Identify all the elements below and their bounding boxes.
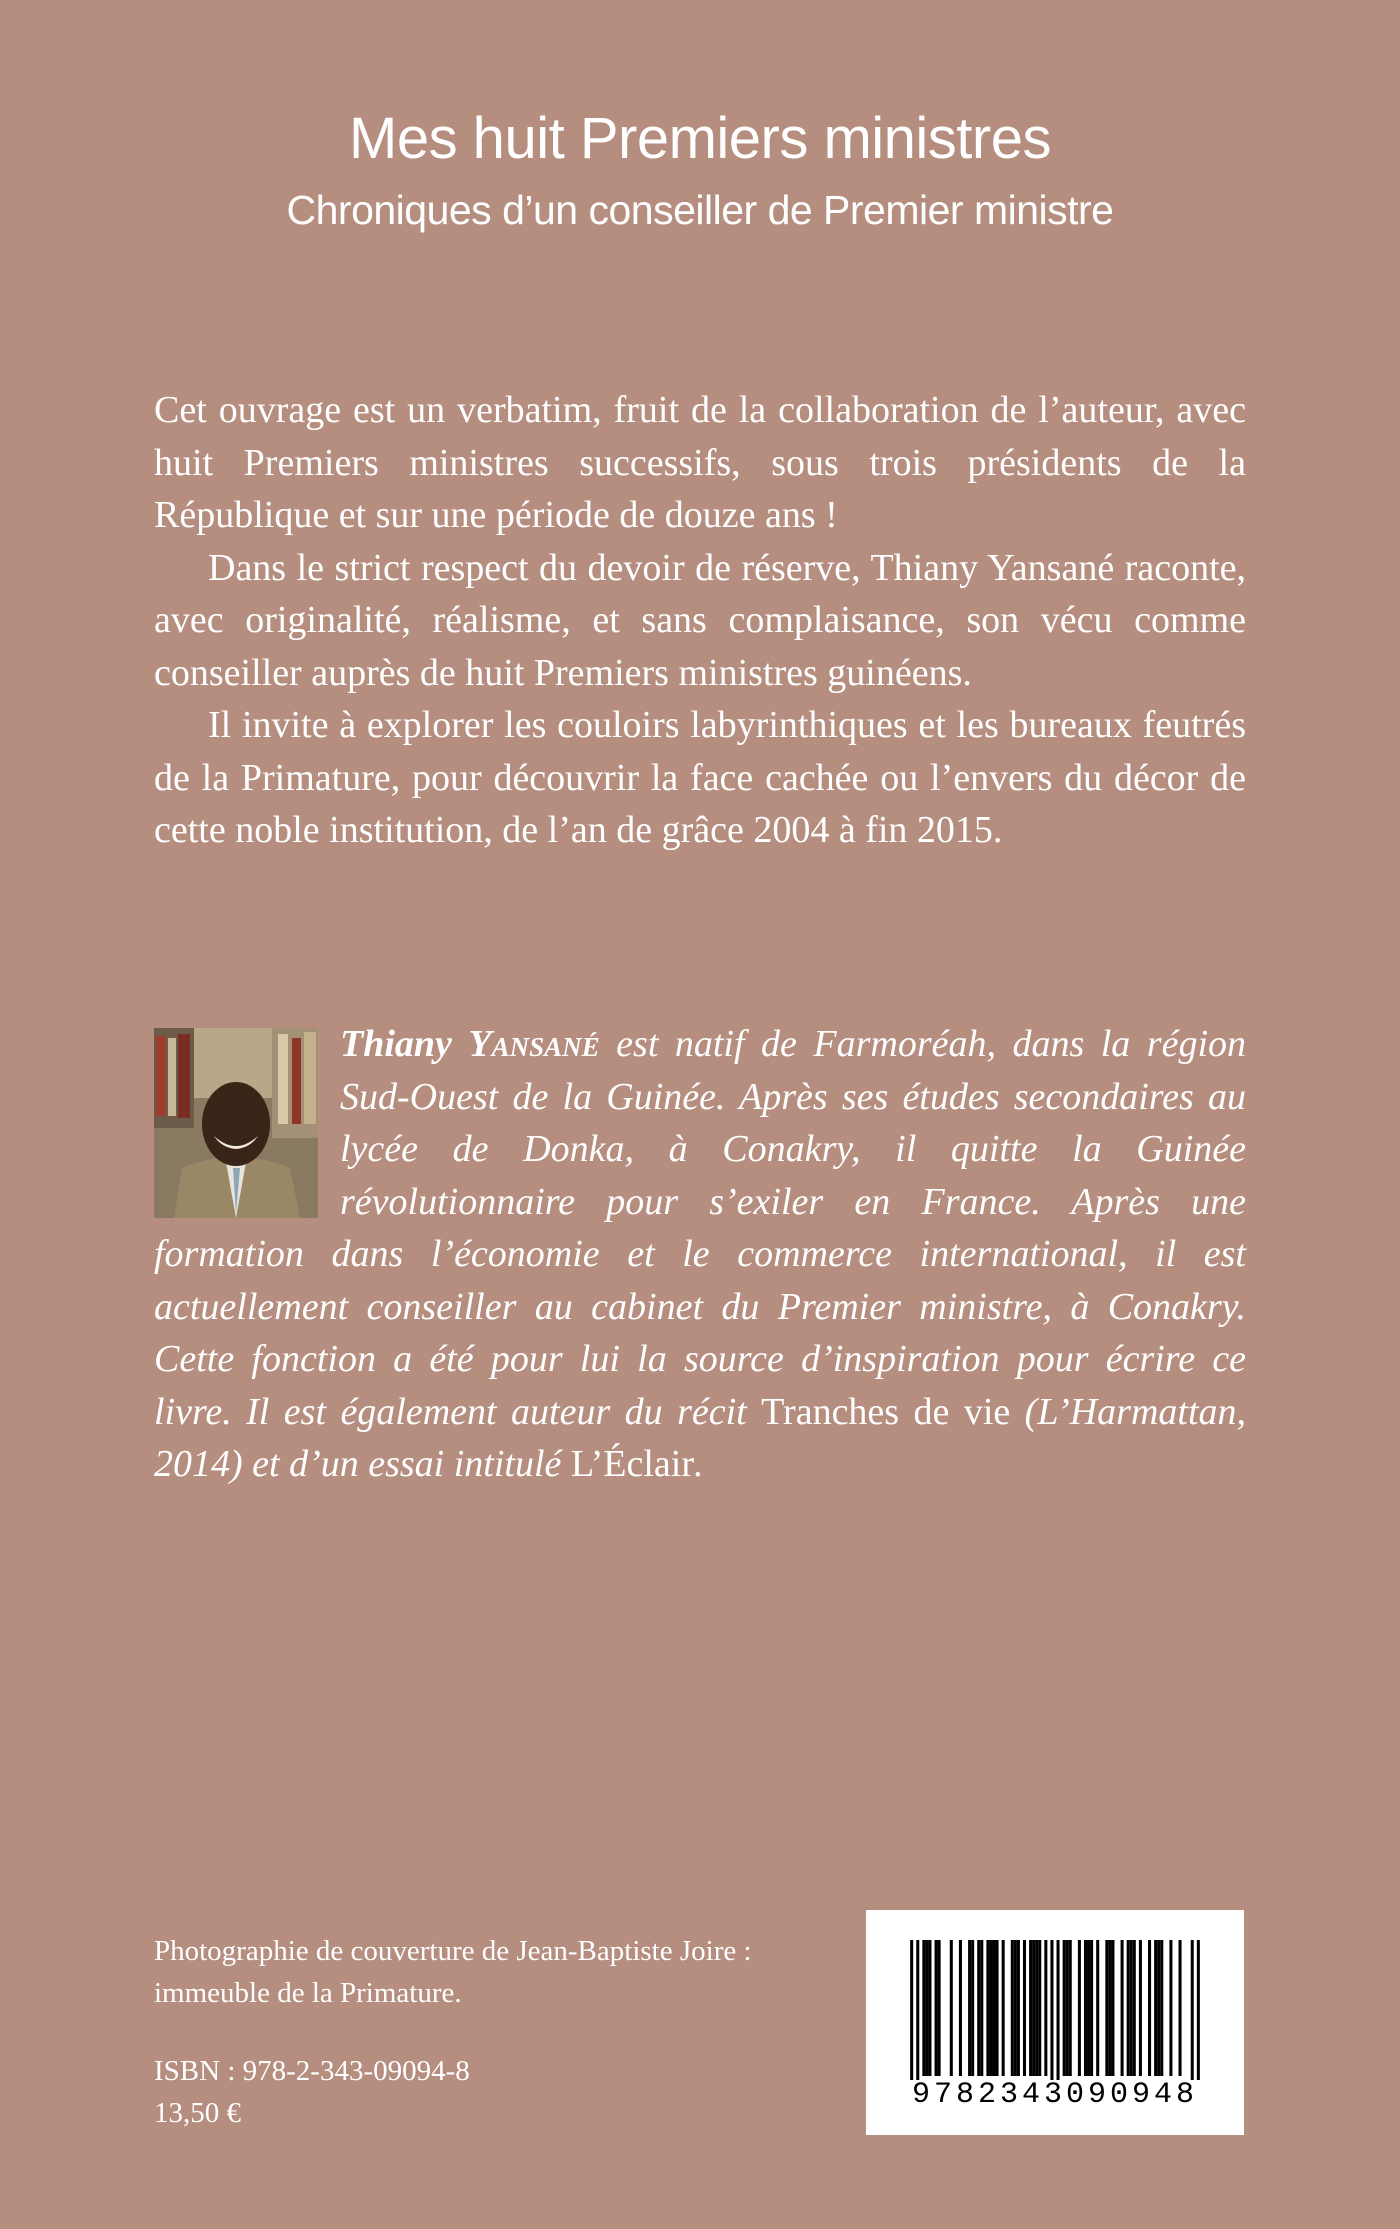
book-summary — [154, 384, 1246, 857]
barcode-bar — [1038, 1940, 1041, 2076]
barcode-bar — [1179, 1940, 1182, 2076]
barcode-bars — [866, 1910, 1244, 2080]
barcode-bar — [977, 1940, 980, 2076]
author-first-name: Thiany — [340, 1023, 452, 1065]
bio-book-title-2: L’Éclair — [570, 1443, 694, 1485]
barcode-bar — [992, 1940, 995, 2076]
credits-line-1: Photographie de couverture de Jean-Baptiste Joire : — [154, 1935, 752, 1967]
barcode-bar — [986, 1940, 989, 2076]
bio-text-part-2: (L’Harmattan, 2014) et d’un essai intitulé — [154, 1390, 1246, 1485]
barcode-bar — [1011, 1940, 1014, 2076]
price: 13,50 € — [154, 2097, 241, 2129]
barcode-bar — [1029, 1940, 1032, 2076]
isbn-block — [154, 2050, 470, 2134]
barcode-bar — [1090, 1940, 1093, 2076]
author-photo — [154, 1028, 318, 1218]
barcode-guard-bar — [916, 1940, 919, 2080]
isbn-number: ISBN : 978-2-343-09094-8 — [154, 2055, 470, 2087]
bio-text-part-3: . — [693, 1443, 704, 1485]
barcode-bar — [1157, 1940, 1160, 2076]
barcode-bar — [1035, 1940, 1038, 2076]
barcode-bar — [1063, 1940, 1066, 2076]
barcode-bar — [1133, 1940, 1136, 2076]
barcode-bar — [938, 1940, 941, 2076]
bio-book-title-1: Tranches de vie — [761, 1390, 1011, 1433]
barcode-bar — [1148, 1940, 1151, 2076]
barcode-bar — [1139, 1940, 1142, 2076]
barcode-bar — [1096, 1940, 1099, 2076]
barcode-bar — [1127, 1940, 1130, 2076]
book-subtitle: Chroniques d’un conseiller de Premier ministre — [286, 187, 1114, 233]
barcode-bar — [1044, 1940, 1047, 2076]
summary-paragraph-1: Cet ouvrage est un verbatim, fruit de la collaboration de l’auteur, avec huit Premiers ministres successifs, sous trois présidents de la République et sur une période de douze ans ! — [154, 389, 1246, 536]
author-bio — [154, 1018, 1246, 1491]
barcode-bar — [1032, 1940, 1035, 2076]
barcode-bar — [1087, 1940, 1090, 2076]
barcode-bar — [1105, 1940, 1108, 2076]
barcode-bar — [1160, 1940, 1163, 2076]
barcode-bar — [1066, 1940, 1069, 2076]
barcode-guard-bar — [1057, 1940, 1060, 2080]
barcode-guard-bar — [1191, 1940, 1194, 2080]
barcode — [866, 1910, 1244, 2135]
barcode-bar — [922, 1940, 925, 2076]
barcode-bar — [1084, 1940, 1087, 2076]
credits-line-2: immeuble de la Primature. — [154, 1977, 462, 2009]
cover-title-block — [0, 100, 1400, 240]
barcode-bar — [1014, 1940, 1017, 2076]
barcode-bar — [1002, 1940, 1005, 2076]
summary-paragraph-2: Dans le strict respect du devoir de réserve, Thiany Yansané raconte, avec originalité, réalisme, et sans complaisance, son vécu comme conseiller auprès de huit Premiers ministres guinéens. — [154, 546, 1246, 694]
barcode-bar — [1154, 1940, 1157, 2076]
barcode-bar — [950, 1940, 953, 2076]
barcode-bar — [989, 1940, 992, 2076]
barcode-bar — [1017, 1940, 1020, 2076]
barcode-bar — [935, 1940, 938, 2076]
author-last-name: Yansané — [468, 1023, 600, 1065]
barcode-bar — [1078, 1940, 1081, 2076]
photo-credits — [154, 1930, 874, 2014]
book-title: Mes huit Premiers ministres — [349, 106, 1051, 171]
bio-text-part-1: est natif de Farmoréah, dans la région Sud-Ouest de la Guinée. Après ses études secondaires au lycée de Donka, à Conakry, il quitte la Guinée révolutionnaire pour s’exiler en France. Après une formation dans l’économie et le commerce international, il est actuellement conseiller au cabinet du Premier ministre, à Conakry. Cette fonction a été pour lui la source d’inspiration pour écrire ce livre. Il est également auteur du récit — [154, 1023, 1247, 1433]
barcode-bar — [959, 1940, 962, 2076]
summary-paragraph-3: Il invite à explorer les couloirs labyrinthiques et les bureaux feutrés de la Primature, pour découvrir la face cachée ou l’envers du décor de cette noble institution, de l’an de grâce 2004 à fin 2015. — [154, 704, 1246, 851]
barcode-bar — [1023, 1940, 1026, 2076]
barcode-bar — [1130, 1940, 1133, 2076]
barcode-digits: 9782343090948 — [911, 2078, 1199, 2112]
barcode-bar — [980, 1940, 983, 2076]
barcode-guard-bar — [1050, 1940, 1053, 2080]
barcode-bar — [996, 1940, 999, 2076]
barcode-bar — [1108, 1940, 1111, 2076]
barcode-bar — [971, 1940, 974, 2076]
barcode-bar — [1069, 1940, 1072, 2076]
barcode-bar — [1111, 1940, 1114, 2076]
barcode-bar — [928, 1940, 931, 2076]
barcode-bar — [968, 1940, 971, 2076]
barcode-guard-bar — [910, 1940, 913, 2080]
barcode-bar — [925, 1940, 928, 2076]
barcode-bar — [1169, 1940, 1172, 2076]
barcode-bar — [1121, 1940, 1124, 2076]
barcode-guard-bar — [1197, 1940, 1200, 2080]
